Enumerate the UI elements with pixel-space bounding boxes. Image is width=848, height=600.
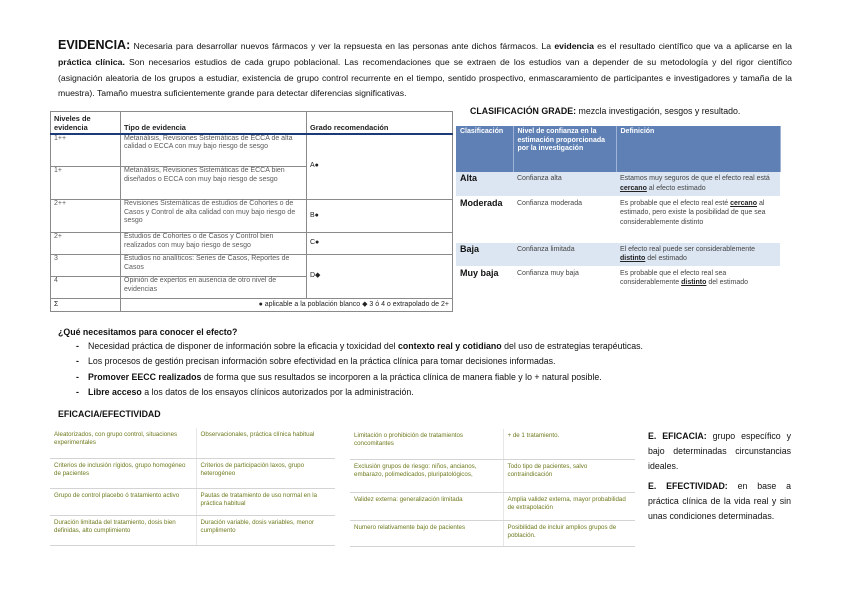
table-row: Limitación o prohibición de tratamientos concomitantes + de 1 tratamiento. — [350, 429, 635, 459]
evidencia-heading: EVIDENCIA: — [58, 38, 131, 52]
eficacia-title: EFICACIA/EFECTIVIDAD — [58, 409, 161, 419]
table-row: Baja Confianza limitada El efecto real puede ser considerablemente distinto del estimado — [456, 242, 780, 266]
intro-paragraph: EVIDENCIA: Necesaria para desarrollar nuevos fármacos y ver la repsuesta en las personas ante dichos fármacos. La evidencia es el resultado científico que va a aplicarse en la práctica clínica. Son necesarios estudios de cada grupo poblacional. Las recomendaciones que se extraen de los estudios van a depender de su metodología y del rigor científico (asignación aleatoria de los grupos a estudiar, existencia de grupo control recurrente en el tiempo, sentido prospectivo, enmascaramiento de participantes e investigadores y tamaña de la muestra). Tamaño muestra suficientemente grande para detectar diferencias significativas. — [58, 38, 793, 99]
levels-header-level: Niveles de evidencia — [51, 112, 121, 134]
needs-section — [58, 327, 798, 400]
list-item: - Libre acceso a los datos de los ensayos clínicos autorizados por la administración. — [58, 385, 798, 400]
definitions — [648, 429, 791, 528]
grade-header-confidence: Nivel de confianza en la estimación proporcionada por la investigación — [513, 126, 616, 172]
grade-table — [456, 126, 781, 291]
grade-header-definition: Definición — [616, 126, 780, 172]
definition-eficacia: E. EFICACIA: grupo específico y bajo determinadas circunstancias ideales. — [648, 431, 791, 472]
table-row: Criterios de inclusión rígidos, grupo homogéneo de pacientes Criterios de participación laxos, grupo heterogéneo — [50, 458, 335, 488]
table-row: Exclusión grupos de riesgo: niños, ancianos, embarazo, polimedicados, pluripatológicos, Todo tipo de pacientes, salvo contraindicación — [350, 459, 635, 492]
table-row: 1++ Metanálisis, Revisiones Sistemáticas de ECCA de alta calidad o ECCA con muy bajo riesgo de sesgo A● — [51, 134, 453, 167]
evidence-levels-table — [50, 111, 453, 312]
table-row: Validez externa: generalización limitada Amplia validez externa, mayor probabilidad de extrapolación — [350, 492, 635, 520]
grade-c: C● — [307, 233, 453, 255]
definition-efectividad: E. EFECTIVIDAD: en base a práctica clínica de la vida real y sin unas condiciones determinadas. — [648, 480, 791, 522]
eficacia-table-right — [350, 429, 635, 547]
needs-list — [58, 339, 798, 400]
grade-title: CLASIFICACIÓN GRADE: mezcla investigación, sesgos y resultado. — [470, 106, 741, 116]
grade-header-class: Clasificación — [456, 126, 513, 172]
table-row: Aleatorizados, con grupo control, situaciones experimentales Observacionales, práctica clínica habitual — [50, 428, 335, 458]
needs-question: ¿Qué necesitamos para conocer el efecto? — [58, 327, 238, 337]
grade-d: D◆ — [307, 255, 453, 299]
table-row: Alta Confianza alta Estamos muy seguros de que el efecto real está cercano al efecto estimado — [456, 172, 780, 196]
sum-symbol: Σ — [51, 299, 121, 312]
levels-header-type: Tipo de evidencia — [121, 112, 307, 134]
table-row: 2+ Estudios de Cohortes o de Casos y Control bien realizados con muy bajo riesgo de sesgo C● — [51, 233, 453, 255]
table-row: Numero relativamente bajo de pacientes Posibilidad de incluir amplios grupos de población. — [350, 520, 635, 546]
table-row: Duración limitada del tratamiento, dosis bien definidas, alto cumplimiento Duración variable, dosis variables, menor cumplimento — [50, 515, 335, 545]
table-row: 3 Estudios no analíticos: Series de Casos, Reportes de Casos D◆ — [51, 255, 453, 277]
levels-footer-row — [51, 299, 453, 312]
list-item: - Promover EECC realizados de forma que sus resultados se incorporen a la práctica clínica de manera fiable y lo + natural posible. — [58, 370, 798, 385]
levels-footer-note: ● aplicable a la población blanco ◆ 3 ó 4 o extrapolado de 2+ — [121, 299, 453, 312]
levels-header-grade: Grado recomendación — [307, 112, 453, 134]
list-item: - Los procesos de gestión precisan información sobre efectividad en la práctica clínica para tomar decisiones informadas. — [58, 354, 798, 369]
list-item: - Necesidad práctica de disponer de información sobre la eficacia y toxicidad del contexto real y cotidiano del uso de estrategias terapéuticas. — [58, 339, 798, 354]
grade-header-row — [456, 126, 780, 172]
table-row: Muy baja Confianza muy baja Es probable que el efecto real sea considerablemente distinto del estimado — [456, 266, 780, 290]
grade-a: A● — [307, 134, 453, 200]
table-row: Moderada Confianza moderada Es probable que el efecto real esté cercano al estimado, pero existe la posibilidad de que sea considerablemente distinto — [456, 196, 780, 242]
table-row: 2++ Revisiones Sistemáticas de estudios de Cohortes o de Casos y Control de alta calidad con muy bajo riesgo de sesgo B● — [51, 200, 453, 233]
levels-header-row — [51, 112, 453, 134]
grade-b: B● — [307, 200, 453, 233]
table-row: 4 Opinión de expertos en ausencia de otro nivel de evidencias — [51, 277, 453, 299]
table-row: Grupo de control placebo ó tratamiento activo Pautas de tratamiento de uso normal en la práctica habitual — [50, 488, 335, 515]
table-row: 1+ Metanálisis, Revisiones Sistemáticas de ECCA bien diseñados o ECCA con muy bajo riesgo de sesgo — [51, 167, 453, 200]
eficacia-table-left — [50, 428, 335, 546]
